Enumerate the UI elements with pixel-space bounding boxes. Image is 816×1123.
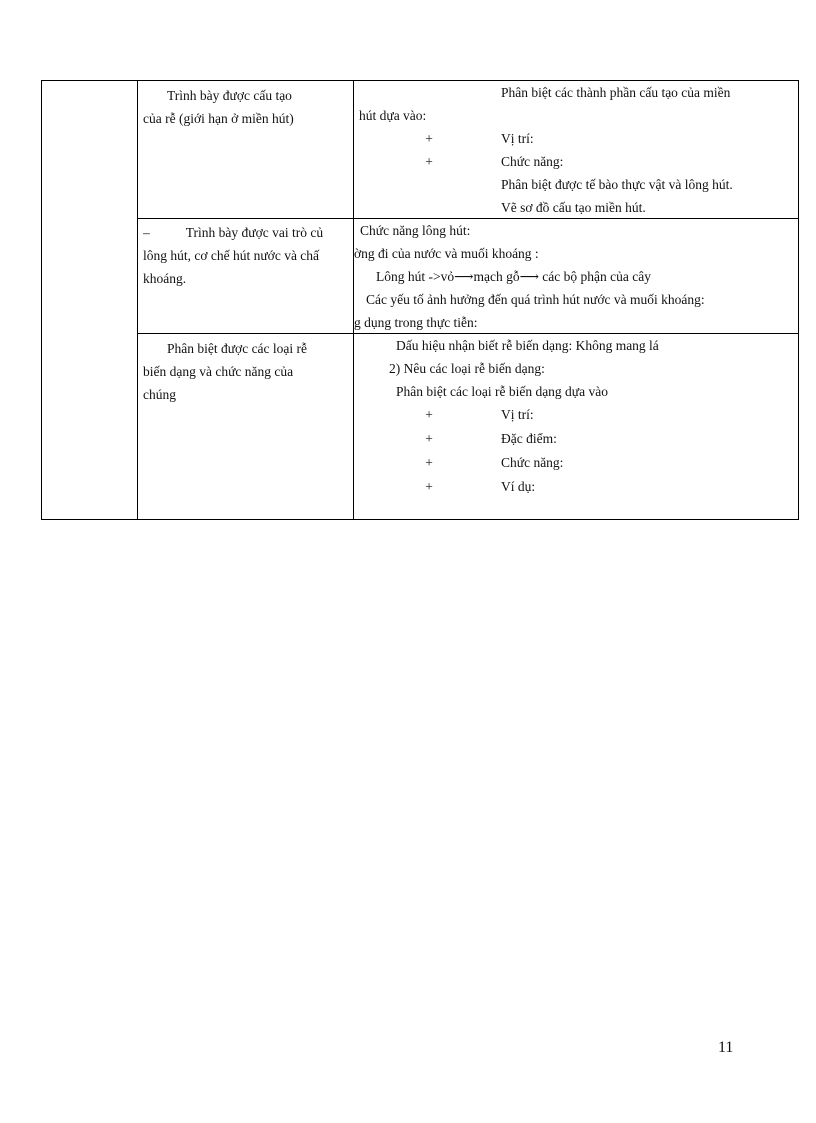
row2-content: [354, 219, 797, 334]
plus-marker: +: [425, 407, 433, 422]
bullet-text: Vị trí:: [501, 407, 534, 422]
row1-bullet: [354, 150, 797, 173]
bullet-text: Chức năng:: [501, 154, 564, 169]
bullet-text: Ví dụ:: [501, 479, 536, 494]
row3-content: [354, 334, 797, 499]
row1-objective-line: của rễ (giới hạn ở miền hút): [143, 111, 294, 126]
dash-marker: –: [143, 225, 150, 240]
row2-content-line: Lông hút ->vỏ⟶mạch gỗ⟶ các bộ phận của cây: [376, 269, 651, 284]
row3-content-line: Phân biệt các loại rễ biến dạng dựa vào: [396, 384, 608, 399]
row3-content-line: Dấu hiệu nhận biết rễ biến dạng: Không mang lá: [396, 338, 659, 353]
bullet-text: Đặc điểm:: [501, 431, 557, 446]
plus-marker: +: [425, 154, 433, 169]
plus-marker: +: [425, 455, 433, 470]
plus-marker: +: [425, 131, 433, 146]
row3-bullet: [354, 451, 797, 475]
bullet-text: Vị trí:: [501, 131, 534, 146]
row2-content-line: g dụng trong thực tiễn:: [354, 315, 478, 330]
row2-objective-text: Trình bày được vai trò củ: [185, 225, 324, 240]
row2-content-line: Các yếu tố ảnh hưởng đến quá trình hút nước và muối khoáng:: [366, 292, 705, 307]
row1-objective: [143, 84, 351, 130]
bullet-text: Chức năng:: [501, 455, 564, 470]
table-bottom-border: [41, 519, 799, 520]
row3-content-line: 2) Nêu các loại rễ biến dạng:: [389, 361, 545, 376]
row1-bullet: [354, 127, 797, 150]
row2-objective: [143, 221, 353, 290]
row2-objective-line: khoáng.: [143, 271, 187, 286]
row2-objective-line: lông hút, cơ chế hút nước và chấ: [143, 248, 320, 263]
row2-objective-line: [143, 221, 353, 244]
row1-intro-line: Phân biệt các thành phần cấu tạo của miền: [501, 85, 731, 100]
row1-objective-line: Trình bày được cấu tạo: [167, 88, 292, 103]
row1-content: [354, 81, 797, 219]
table-right-border: [798, 80, 799, 520]
row2-content-line: ờng đi của nước và muối khoáng :: [354, 246, 539, 261]
row3-bullet: [354, 427, 797, 451]
row1-note: Vẽ sơ đồ cấu tạo miền hút.: [501, 200, 646, 215]
plus-marker: +: [425, 431, 433, 446]
row1-note: Phân biệt được tế bào thực vật và lông hút.: [501, 177, 733, 192]
row2-content-line: Chức năng lông hút:: [360, 223, 471, 238]
row3-bullet: [354, 475, 797, 499]
page-number: 11: [718, 1039, 734, 1056]
table-left-border: [41, 80, 42, 520]
row1-intro-line: hút dựa vào:: [359, 108, 427, 123]
column-divider-1: [137, 80, 138, 520]
plus-marker: +: [425, 479, 433, 494]
row3-objective-line: chúng: [143, 387, 176, 402]
row3-bullet: [354, 403, 797, 427]
row3-objective-line: Phân biệt được các loại rễ: [167, 341, 308, 356]
row3-objective: [143, 337, 351, 406]
row3-objective-line: biến dạng và chức năng của: [143, 364, 294, 379]
